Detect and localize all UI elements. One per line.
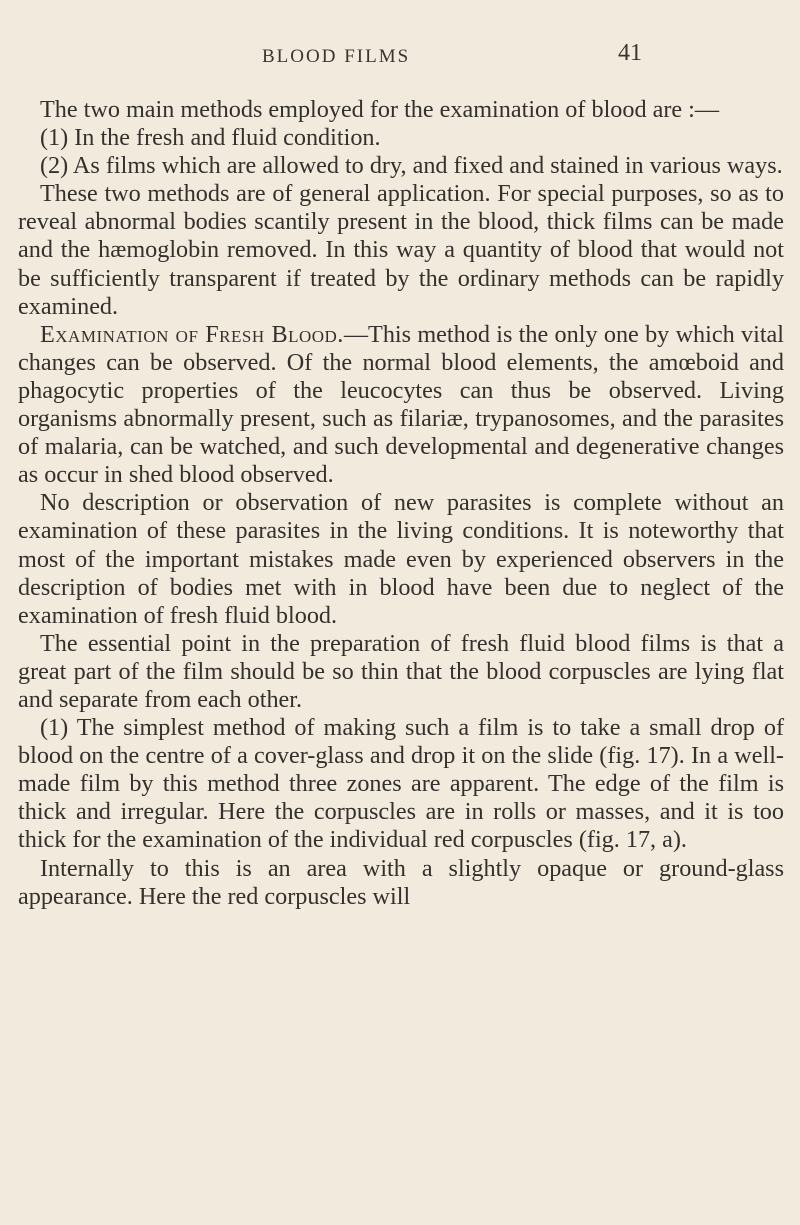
paragraph-fresh-blood bbox=[18, 321, 784, 490]
paragraph-new-parasites: No description or observation of new parasites is complete without an examination of these parasites in the living conditions. It is noteworthy that most of the important mistakes made even by experienced observers in the description of bodies met with in blood have been due to neglect of the examination of fresh fluid blood. bbox=[18, 489, 784, 629]
paragraph-essential-point: The essential point in the preparation of fresh fluid blood films is that a great part of the film should be so thin that the blood corpuscles are lying flat and separate from each other. bbox=[18, 629, 784, 713]
section-heading-fresh-blood: Examination of Fresh Blood. bbox=[40, 320, 344, 348]
page-number: 41 bbox=[618, 40, 642, 66]
paragraph-fresh-blood-text: —This method is the only one by which vital changes can be observed. Of the normal blood elements, the amœboid and phagocytic properties of the leucocytes can thus be observed. Living organisms abnormally present, such as filariæ, trypanosomes, and the parasites of malaria, can be watched, and such developmental and degenerative changes as occur in shed blood observed. bbox=[18, 320, 784, 489]
list-item-films: (2) As films which are allowed to dry, and fixed and stained in various ways. bbox=[40, 152, 783, 180]
paragraph-methods: These two methods are of general application. For special purposes, so as to reveal abnormal bodies scantily present in the blood, thick films can be made and the hæmoglobin removed. In this way a quantity of blood that would not be sufficiently transparent if treated by the ordinary methods can be rapidly examined. bbox=[18, 180, 784, 320]
paragraph-simplest-method: (1) The simplest method of making such a film is to take a small drop of blood on the centre of a cover-glass and drop it on the slide (fig. 17). In a well-made film by this method three zones are apparent. The edge of the film is thick and irregular. Here the corpuscles are in rolls or masses, and it is too thick for the examination of the individual red corpuscles (fig. 17, a). bbox=[18, 714, 784, 854]
list-item-fresh: (1) In the fresh and fluid condition. bbox=[40, 124, 381, 152]
running-title: BLOOD FILMS bbox=[262, 46, 411, 67]
running-head bbox=[0, 40, 800, 70]
paragraph-internally: Internally to this is an area with a slightly opaque or ground-glass appearance. Here the red corpuscles will bbox=[18, 854, 784, 910]
body-text bbox=[18, 96, 784, 911]
paragraph-intro: The two main methods employed for the examination of blood are :— bbox=[40, 96, 720, 123]
